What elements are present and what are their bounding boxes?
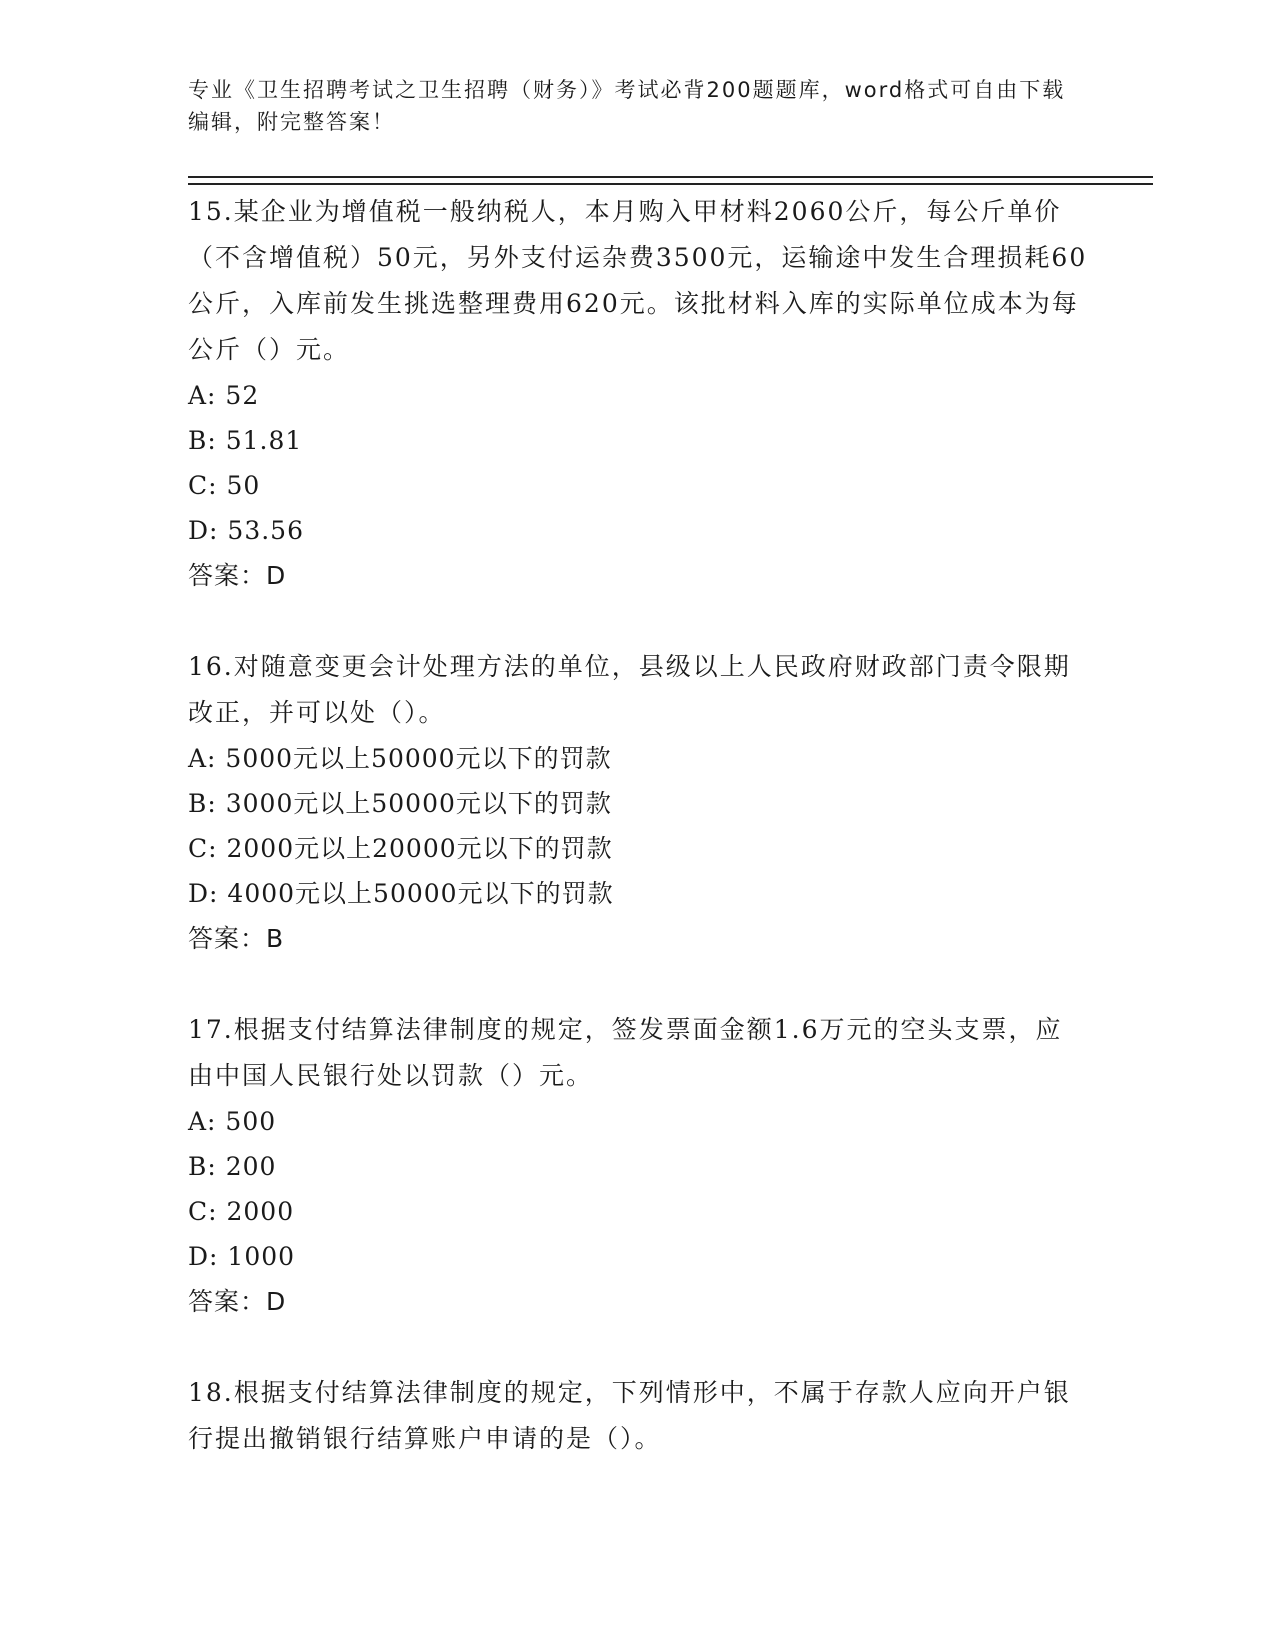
- question-18: [188, 1370, 1088, 1462]
- question-15: [188, 189, 1088, 599]
- option-c: C: 2000元以上20000元以下的罚款: [188, 834, 613, 863]
- question-text: 18.根据支付结算法律制度的规定，下列情形中，不属于存款人应向开户银行提出撤销银行结算账户申请的是（）。: [188, 1378, 1071, 1453]
- question-17: [188, 1007, 1088, 1325]
- option-c: C: 50: [188, 471, 261, 500]
- answer: 答案：B: [188, 924, 285, 953]
- answer: 答案：D: [188, 1287, 287, 1316]
- question-16: [188, 644, 1088, 962]
- answer: 答案：D: [188, 561, 287, 590]
- question-text: 16.对随意变更会计处理方法的单位，县级以上人民政府财政部门责令限期改正，并可以处（）。: [188, 652, 1071, 727]
- option-b: B: 200: [188, 1152, 277, 1181]
- option-d: D: 4000元以上50000元以下的罚款: [188, 879, 614, 908]
- option-b: B: 51.81: [188, 426, 303, 455]
- question-list: [188, 189, 1088, 1507]
- option-d: D: 1000: [188, 1242, 296, 1271]
- option-a: A: 52: [188, 381, 260, 410]
- option-a: A: 500: [188, 1107, 277, 1136]
- header-rule-bottom: [188, 183, 1153, 185]
- header-rule-top: [188, 176, 1153, 178]
- option-c: C: 2000: [188, 1197, 295, 1226]
- document-header: 专业《卫生招聘考试之卫生招聘（财务）》考试必背200题题库，word格式可自由下载编辑，附完整答案！: [188, 78, 1066, 134]
- option-d: D: 53.56: [188, 516, 304, 545]
- question-text: 17.根据支付结算法律制度的规定，签发票面金额1.6万元的空头支票，应由中国人民银行处以罚款（）元。: [188, 1015, 1063, 1090]
- option-b: B: 3000元以上50000元以下的罚款: [188, 789, 612, 818]
- option-a: A: 5000元以上50000元以下的罚款: [188, 744, 612, 773]
- question-text: 15.某企业为增值税一般纳税人，本月购入甲材料2060公斤，每公斤单价（不含增值税）50元，另外支付运杂费3500元，运输途中发生合理损耗60公斤，入库前发生挑选整理费用620元。该批材料入库的实际单位成本为每公斤（）元。: [188, 197, 1088, 364]
